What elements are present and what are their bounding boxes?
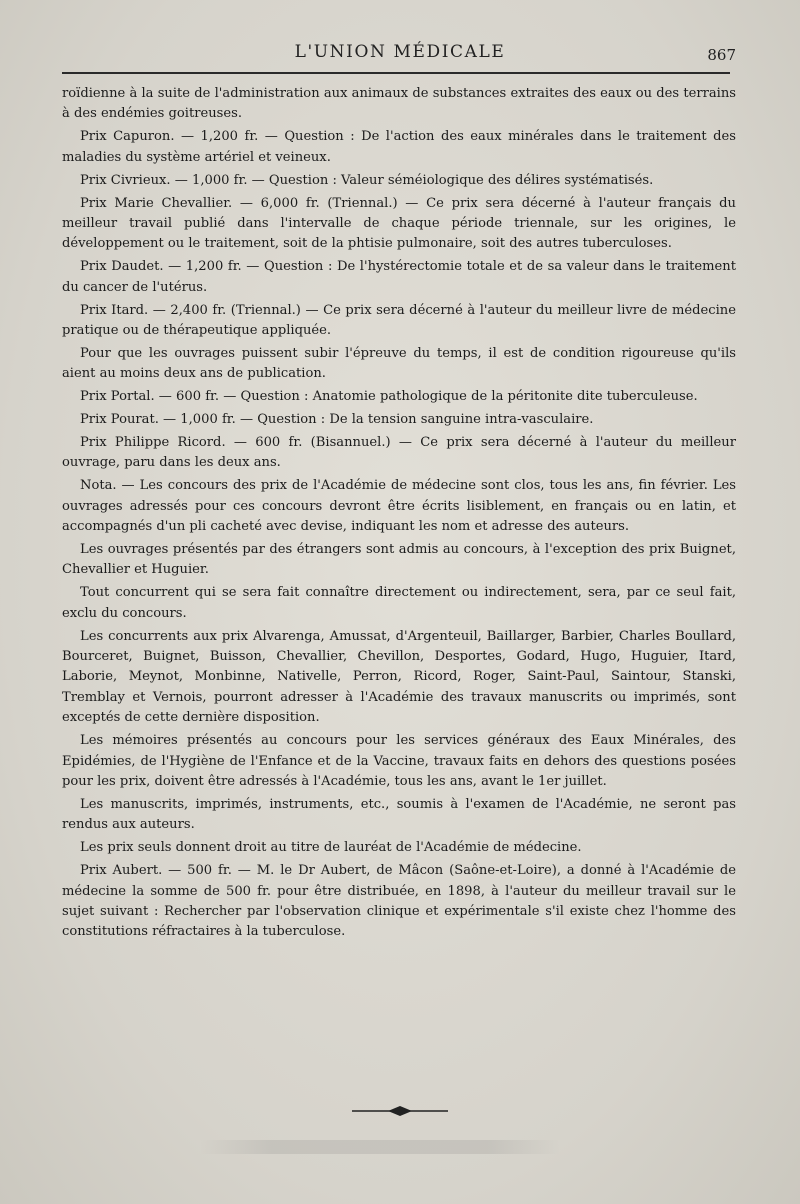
paragraph-prix-capuron: Prix Capuron. — 1,200 fr. — Question : De l'action des eaux minérales dans le traitement des maladies du système artériel et veineux.: [62, 129, 736, 165]
diamond-rule-ornament-icon: [350, 1105, 450, 1117]
header-rule: [62, 72, 730, 74]
paragraph-prix-pourat: Prix Pourat. — 1,000 fr. — Question : De la tension sanguine intra-vasculaire.: [80, 412, 594, 428]
paragraph-laureat: Les prix seuls donnent droit au titre de lauréat de l'Académie de médecine.: [80, 840, 582, 856]
paragraph-prix-civrieux: Prix Civrieux. — 1,000 fr. — Question : Valeur séméiologique des délires systématisés.: [80, 172, 654, 188]
paragraph-nota: Nota. — Les concours des prix de l'Académie de médecine sont clos, tous les ans, fin février. Les ouvrages adressés pour ces concours devront être écrits lisiblement, en français ou en latin, et accompagnés d'un pli cacheté avec devise, indiquant les nom et adresse des auteurs.: [62, 478, 736, 535]
paragraph-manuscrits: Les manuscrits, imprimés, instruments, etc., soumis à l'examen de l'Académie, ne seront pas rendus aux auteurs.: [62, 796, 736, 833]
paragraph-prix-aubert: Prix Aubert. — 500 fr. — M. le Dr Aubert, de Mâcon (Saône-et-Loire), a donné à l'Académie de médecine la somme de 500 fr. pour être distribuée, en 1898, à l'auteur du meilleur travail sur le sujet suivant : Rechercher par l'observation clinique et expérimentale s'il existe chez l'homme des constitutions réfractaires à la tuberculose.: [62, 863, 736, 940]
bleed-through-shadow: [200, 1140, 560, 1154]
paragraph-prix-marie-chevallier: Prix Marie Chevallier. — 6,000 fr. (Triennal.) — Ce prix sera décerné à l'auteur français du meilleur travail publié dans l'intervalle de chaque période triennale, sur les origines, le développement ou le traitement, soit de la phtisie pulmonaire, soit des autres tuberculoses.: [62, 195, 736, 252]
paragraph-prix-philippe-ricord: Prix Philippe Ricord. — 600 fr. (Bisannuel.) — Ce prix sera décerné à l'auteur du meilleur ouvrage, paru dans les deux ans.: [62, 435, 736, 471]
paragraph-memoires: Les mémoires présentés au concours pour les services généraux des Eaux Minérales, des Epidémies, de l'Hygiène de l'Enfance et de la Vaccine, travaux faits en dehors des questions posées pour les prix, doivent être adressés à l'Académie, tous les ans, avant le 1er juillet.: [62, 733, 736, 789]
article-body: [62, 84, 736, 945]
paragraph-concurrents-list: Les concurrents aux prix Alvarenga, Amussat, d'Argenteuil, Baillarger, Barbier, Charles Boullard, Bourceret, Buignet, Buisson, Chevallier, Chevillon, Desportes, Godard, Hugo, Huguier, Itard, Laborie, Meynot, Monbinne, Nativelle, Perron, Ricord, Roger, Saint-Paul, Saintour, Stanski, Tremblay et Vernois, pourront adresser à l'Académie des travaux manuscrits ou imprimés, sont exceptés de cette dernière disposition.: [62, 628, 736, 726]
paragraph-prix-daudet: Prix Daudet. — 1,200 fr. — Question : De l'hystérectomie totale et de sa valeur dans le traitement du cancer de l'utérus.: [62, 259, 736, 295]
paragraph-foreign-works: Les ouvrages présentés par des étrangers sont admis au concours, à l'exception des prix Buignet, Chevallier et Huguier.: [62, 542, 736, 578]
paragraph-prix-portal: Prix Portal. — 600 fr. — Question : Anatomie pathologique de la péritonite dite tuberculeuse.: [80, 389, 698, 405]
paragraph-publication-condition: Pour que les ouvrages puissent subir l'épreuve du temps, il est de condition rigoureuse qu'ils aient au moins deux ans de publication.: [62, 345, 736, 382]
journal-title: L'UNION MÉDICALE: [294, 42, 506, 62]
running-header: [60, 38, 740, 70]
paragraph-continuation: roïdienne à la suite de l'administration aux animaux de substances extraites des eaux ou des terrains à des endémies goitreuses.: [62, 86, 736, 122]
page-number: 867: [707, 46, 736, 64]
paragraph-exclusion: Tout concurrent qui se sera fait connaître directement ou indirectement, sera, par ce seul fait, exclu du concours.: [62, 585, 736, 621]
paragraph-prix-itard: Prix Itard. — 2,400 fr. (Triennal.) — Ce prix sera décerné à l'auteur du meilleur livre de médecine pratique ou de thérapeutique appliquée.: [62, 302, 736, 338]
